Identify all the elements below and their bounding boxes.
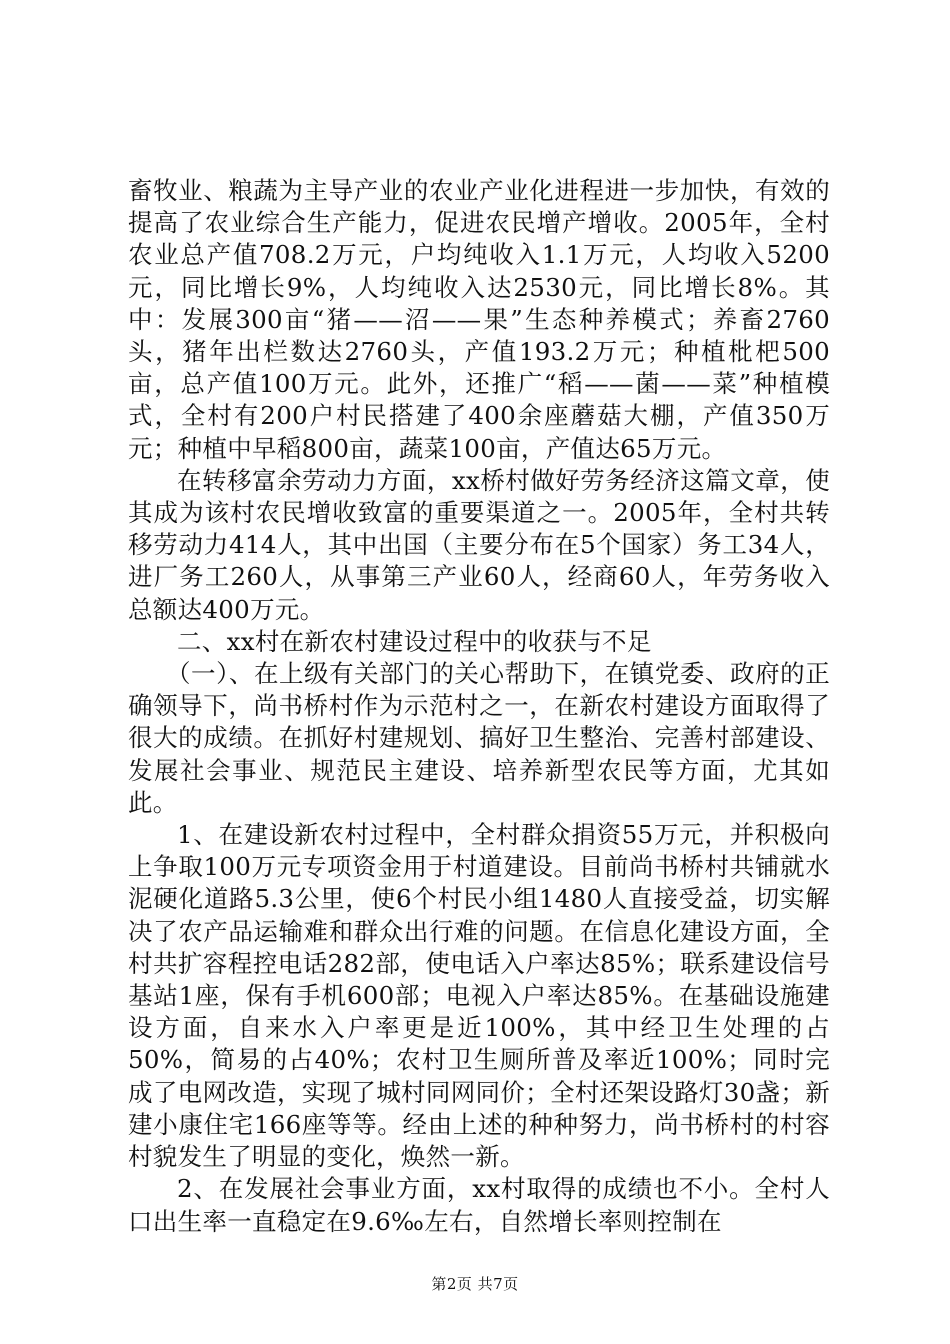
paragraph-labor-transfer: 在转移富余劳动力方面，xx桥村做好劳务经济这篇文章，使其成为该村农民增收致富的重要渠道之一。2005年，全村共转移劳动力414人，其中出国（主要分布在5个国家）务工34人，进厂务工260人，从事第三产业60人，经商60人，年劳务收入总额达400万元。 [128, 465, 830, 624]
page-number-footer: 第2页 共7页 [431, 1275, 519, 1293]
paragraph-item-1: 1、在建设新农村过程中，全村群众捐资55万元，并积极向上争取100万元专项资金用于村道建设。目前尚书桥村共铺就水泥硬化道路5.3公里，使6个村民小组1480人直接受益，切实解决了农产品运输难和群众出行难的问题。在信息化建设方面，全村共扩容程控电话282部，使电话入户率达85%；联系建设信号基站1座，保有手机600部；电视入户率达85%。在基础设施建设方面，自来水入户率更是近100%，其中经卫生处理的占50%，简易的占40%；农村卫生厕所普及率近100%；同时完成了电网改造，实现了城村同网同价；全村还架设路灯30盏；新建小康住宅166座等等。经由上述的种种努力，尚书桥村的村容村貌发生了明显的变化，焕然一新。 [128, 820, 830, 1172]
paragraph-agriculture-continued: 畜牧业、粮蔬为主导产业的农业产业化进程进一步加快，有效的提高了农业综合生产能力，促进农民增产增收。2005年，全村农业总产值708.2万元，户均纯收入1.1万元，人均收入5200元，同比增长9%，人均纯收入达2530元，同比增长8%。其中：发展300亩“猪——沼——果”生态种养模式；养畜2760头，猪年出栏数达2760头，产值193.2万元；种植枇杷500亩，总产值100万元。此外，还推广“稻——菌——菜”种植模式，全村有200户村民搭建了400余座蘑菇大棚，产值350万元；种植中早稻800亩，蔬菜100亩，产值达65万元。 [128, 176, 830, 463]
paragraph-item-2: 2、在发展社会事业方面，xx村取得的成绩也不小。全村人口出生率一直稳定在9.6‰左右，自然增长率则控制在 [128, 1174, 830, 1236]
section-heading-2: 二、xx村在新农村建设过程中的收获与不足 [177, 626, 652, 656]
document-body [128, 175, 830, 1238]
paragraph-subsection-1: （一）、在上级有关部门的关心帮助下，在镇党委、政府的正确领导下，尚书桥村作为示范村之一，在新农村建设方面取得了很大的成绩。在抓好村建规划、搞好卫生整治、完善村部建设、发展社会事业、规范民主建设、培养新型农民等方面，尤其如此。 [128, 659, 830, 817]
